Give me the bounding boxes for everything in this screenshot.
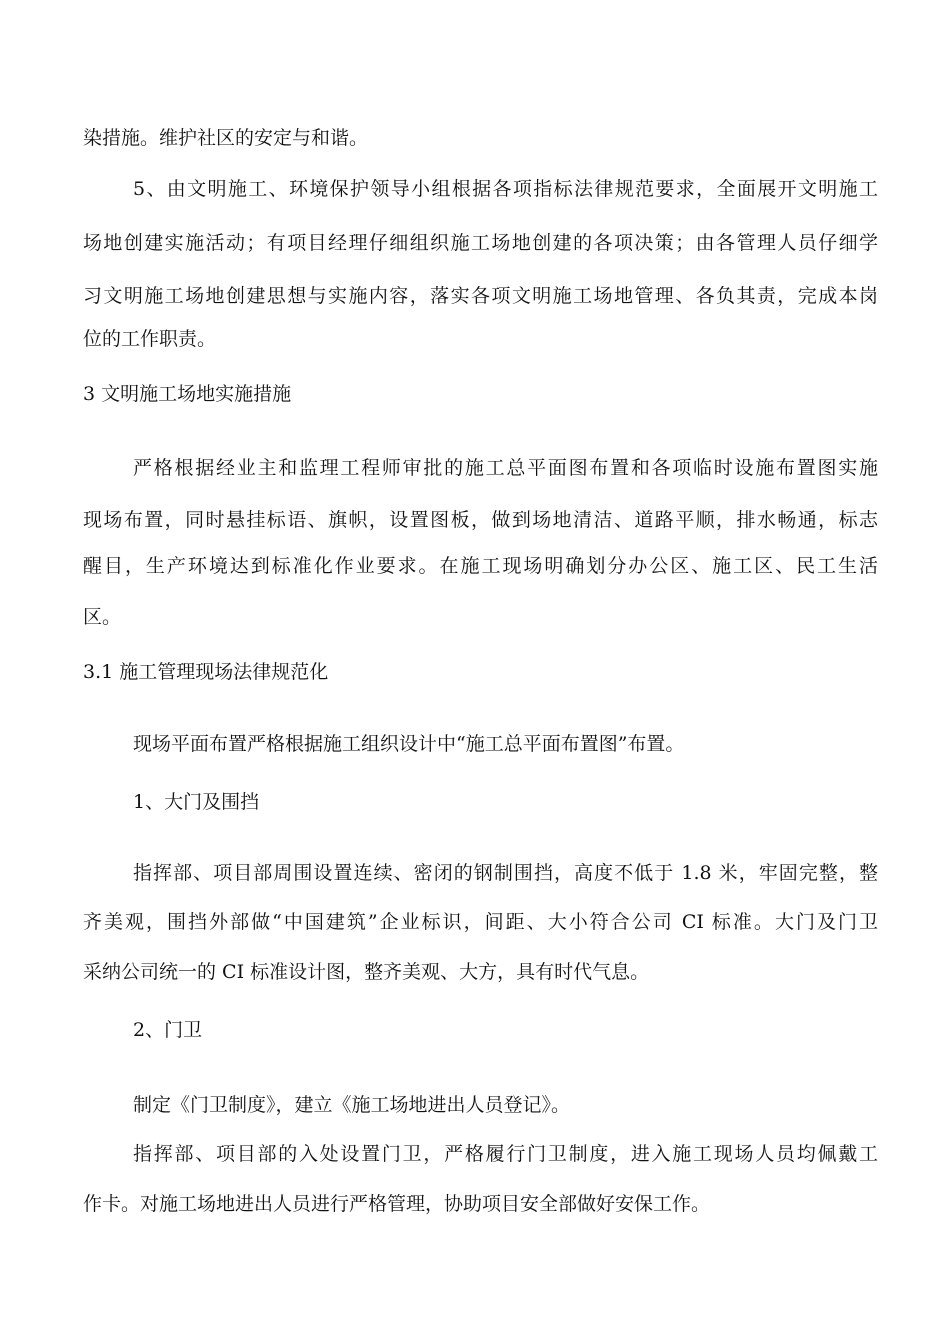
paragraph-line: 指挥部、项目部周围设置连续、密闭的钢制围挡，高度不低于 1.8 米，牢固完整，整: [133, 862, 878, 884]
paragraph-line: 醒目，生产环境达到标准化作业要求。在施工现场明确划分办公区、施工区、民工生活: [83, 555, 878, 577]
paragraph-line: 齐美观，围挡外部做“中国建筑”企业标识，间距、大小符合公司 CI 标准。大门及门卫: [83, 911, 878, 933]
paragraph-line: 采纳公司统一的 CI 标准设计图，整齐美观、大方，具有时代气息。: [83, 961, 650, 983]
paragraph-line: 作卡。对施工场地进出人员进行严格管理，协助项目安全部做好安保工作。: [83, 1193, 711, 1215]
paragraph-line: 染措施。维护社区的安定与和谐。: [83, 127, 369, 149]
paragraph-line: 场地创建实施活动；有项目经理仔细组织施工场地创建的各项决策；由各管理人员仔细学: [83, 232, 878, 254]
paragraph-line: 5、由文明施工、环境保护领导小组根据各项指标法律规范要求，全面展开文明施工: [133, 178, 878, 200]
section-heading: 3.1 施工管理现场法律规范化: [83, 661, 329, 683]
subheading: 2、门卫: [133, 1019, 203, 1041]
paragraph-line: 区。: [83, 606, 122, 628]
paragraph-line: 现场布置，同时悬挂标语、旗帜，设置图板，做到场地清洁、道路平顺，排水畅通，标志: [83, 509, 878, 531]
subheading: 1、大门及围挡: [133, 791, 260, 813]
paragraph-line: 现场平面布置严格根据施工组织设计中“施工总平面布置图”布置。: [133, 733, 685, 755]
paragraph-line: 位的工作职责。: [83, 328, 217, 350]
paragraph-line: 严格根据经业主和监理工程师审批的施工总平面图布置和各项临时设施布置图实施: [133, 457, 878, 479]
paragraph-line: 制定《门卫制度》，建立《施工场地进出人员登记》。: [133, 1094, 571, 1116]
section-heading: 3 文明施工场地实施措施: [83, 383, 292, 405]
paragraph-line: 指挥部、项目部的入处设置门卫，严格履行门卫制度，进入施工现场人员均佩戴工: [133, 1143, 878, 1165]
paragraph-line: 习文明施工场地创建思想与实施内容，落实各项文明施工场地管理、各负其责，完成本岗: [83, 285, 878, 307]
